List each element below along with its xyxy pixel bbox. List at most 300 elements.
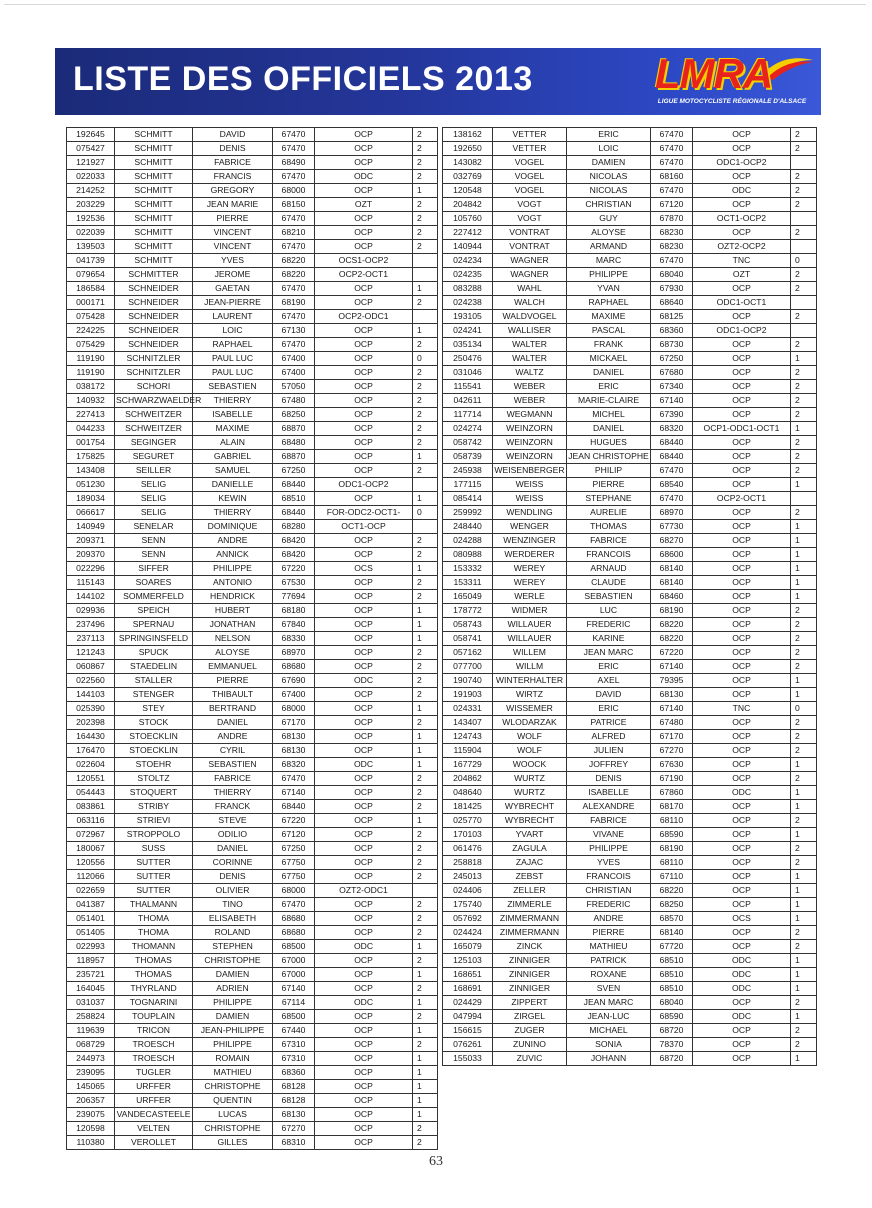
postcode-cell: 68320 xyxy=(651,422,693,436)
postcode-cell: 57050 xyxy=(273,380,315,394)
function-cell: OCP xyxy=(693,562,791,576)
function-cell: OCP xyxy=(315,604,413,618)
license-cell: 190740 xyxy=(443,674,493,688)
function-cell: OCP xyxy=(693,800,791,814)
function-cell: OCP xyxy=(693,576,791,590)
postcode-cell: 67470 xyxy=(273,170,315,184)
license-cell: 156615 xyxy=(443,1024,493,1038)
level-cell: 1 xyxy=(791,884,817,898)
table-row xyxy=(67,226,438,240)
function-cell: OCP xyxy=(315,716,413,730)
firstname-cell: STEVE xyxy=(193,814,273,828)
table-row xyxy=(443,660,817,674)
surname-cell: SIFFER xyxy=(115,562,193,576)
table-row xyxy=(67,590,438,604)
level-cell: 1 xyxy=(791,828,817,842)
function-cell: OCP xyxy=(693,534,791,548)
postcode-cell: 67170 xyxy=(651,730,693,744)
function-cell: OCP xyxy=(315,1122,413,1136)
license-cell: 192536 xyxy=(67,212,115,226)
surname-cell: WAHL xyxy=(493,282,567,296)
function-cell: OCP xyxy=(693,548,791,562)
license-cell: 176470 xyxy=(67,744,115,758)
level-cell: 2 xyxy=(413,926,438,940)
postcode-cell: 68720 xyxy=(651,1024,693,1038)
function-cell: ODC xyxy=(693,184,791,198)
firstname-cell: PATRICK xyxy=(567,954,651,968)
postcode-cell: 67440 xyxy=(273,1024,315,1038)
license-cell: 024288 xyxy=(443,534,493,548)
table-row xyxy=(67,618,438,632)
surname-cell: ZIRGEL xyxy=(493,1010,567,1024)
firstname-cell: ISABELLE xyxy=(567,786,651,800)
firstname-cell: FABRICE xyxy=(193,772,273,786)
postcode-cell: 67720 xyxy=(651,940,693,954)
table-row xyxy=(67,716,438,730)
level-cell: 2 xyxy=(791,1024,817,1038)
surname-cell: VOGT xyxy=(493,198,567,212)
surname-cell: ZINNIGER xyxy=(493,982,567,996)
level-cell: 2 xyxy=(413,716,438,730)
function-cell: OZT2-ODC1 xyxy=(315,884,413,898)
function-cell: OCP xyxy=(693,940,791,954)
function-cell: OCP xyxy=(315,744,413,758)
function-cell: OCP xyxy=(315,394,413,408)
license-cell: 024235 xyxy=(443,268,493,282)
function-cell: OCP xyxy=(693,590,791,604)
surname-cell: WAGNER xyxy=(493,254,567,268)
postcode-cell: 67400 xyxy=(273,352,315,366)
firstname-cell: DANIEL xyxy=(193,842,273,856)
postcode-cell: 68970 xyxy=(651,506,693,520)
surname-cell: SCHNITZLER xyxy=(115,366,193,380)
surname-cell: SEILLER xyxy=(115,464,193,478)
firstname-cell: PHILIPPE xyxy=(193,1038,273,1052)
surname-cell: WENZINGER xyxy=(493,534,567,548)
postcode-cell: 68310 xyxy=(273,1136,315,1150)
surname-cell: WOLF xyxy=(493,730,567,744)
postcode-cell: 67140 xyxy=(651,660,693,674)
table-row xyxy=(67,1024,438,1038)
postcode-cell: 68460 xyxy=(651,590,693,604)
table-row xyxy=(443,646,817,660)
firstname-cell: VIVANE xyxy=(567,828,651,842)
table-row xyxy=(443,562,817,576)
firstname-cell: LUC xyxy=(567,604,651,618)
firstname-cell: DOMINIQUE xyxy=(193,520,273,534)
license-cell: 022033 xyxy=(67,170,115,184)
function-cell: OCP xyxy=(315,730,413,744)
license-cell: 119190 xyxy=(67,352,115,366)
license-cell: 181425 xyxy=(443,800,493,814)
postcode-cell: 67470 xyxy=(651,254,693,268)
function-cell: OCP xyxy=(693,198,791,212)
level-cell: 2 xyxy=(413,380,438,394)
postcode-cell: 68140 xyxy=(651,576,693,590)
surname-cell: SCHNEIDER xyxy=(115,324,193,338)
function-cell: OCP xyxy=(315,982,413,996)
table-row xyxy=(67,968,438,982)
postcode-cell: 68540 xyxy=(651,478,693,492)
table-row xyxy=(67,660,438,674)
license-cell: 115143 xyxy=(67,576,115,590)
level-cell: 1 xyxy=(413,632,438,646)
table-row xyxy=(443,1052,817,1066)
license-cell: 051401 xyxy=(67,912,115,926)
surname-cell: SEGINGER xyxy=(115,436,193,450)
surname-cell: WYBRECHT xyxy=(493,814,567,828)
level-cell: 2 xyxy=(413,912,438,926)
surname-cell: WEISS xyxy=(493,478,567,492)
surname-cell: SCHWEITZER xyxy=(115,422,193,436)
license-cell: 051230 xyxy=(67,478,115,492)
table-row xyxy=(67,646,438,660)
firstname-cell: MICHEL xyxy=(567,408,651,422)
license-cell: 066617 xyxy=(67,506,115,520)
postcode-cell: 68270 xyxy=(651,534,693,548)
postcode-cell: 67840 xyxy=(273,618,315,632)
table-row xyxy=(443,492,817,506)
license-cell: 239095 xyxy=(67,1066,115,1080)
postcode-cell: 68230 xyxy=(651,226,693,240)
postcode-cell: 68500 xyxy=(273,1010,315,1024)
surname-cell: SUTTER xyxy=(115,870,193,884)
postcode-cell: 68640 xyxy=(651,296,693,310)
firstname-cell: MICKAEL xyxy=(567,352,651,366)
firstname-cell: FRANK xyxy=(567,338,651,352)
level-cell: 2 xyxy=(791,366,817,380)
level-cell: 1 xyxy=(413,814,438,828)
surname-cell: WEINZORN xyxy=(493,450,567,464)
level-cell: 1 xyxy=(413,996,438,1010)
surname-cell: WALDVOGEL xyxy=(493,310,567,324)
firstname-cell: GREGORY xyxy=(193,184,273,198)
license-cell: 075427 xyxy=(67,142,115,156)
table-row xyxy=(67,576,438,590)
license-cell: 060867 xyxy=(67,660,115,674)
function-cell: ODC xyxy=(693,968,791,982)
function-cell: OCP xyxy=(315,352,413,366)
function-cell: OCP xyxy=(315,548,413,562)
surname-cell: WEBER xyxy=(493,380,567,394)
postcode-cell: 68440 xyxy=(273,800,315,814)
level-cell: 1 xyxy=(413,492,438,506)
postcode-cell: 78370 xyxy=(651,1038,693,1052)
table-row xyxy=(443,912,817,926)
postcode-cell: 67140 xyxy=(273,786,315,800)
level-cell: 2 xyxy=(413,128,438,142)
officials-table-right xyxy=(442,127,817,1066)
level-cell: 1 xyxy=(791,422,817,436)
surname-cell: SUSS xyxy=(115,842,193,856)
table-row xyxy=(67,800,438,814)
surname-cell: STALLER xyxy=(115,674,193,688)
table-row xyxy=(443,324,817,338)
surname-cell: URFFER xyxy=(115,1094,193,1108)
level-cell xyxy=(413,310,438,324)
firstname-cell: BERTRAND xyxy=(193,702,273,716)
license-cell: 031037 xyxy=(67,996,115,1010)
firstname-cell: RAPHAEL xyxy=(193,338,273,352)
surname-cell: SPERNAU xyxy=(115,618,193,632)
level-cell: 2 xyxy=(413,198,438,212)
license-cell: 245938 xyxy=(443,464,493,478)
license-cell: 041387 xyxy=(67,898,115,912)
table-row xyxy=(67,828,438,842)
table-row xyxy=(67,688,438,702)
postcode-cell: 68160 xyxy=(651,170,693,184)
postcode-cell: 68040 xyxy=(651,268,693,282)
function-cell: OCP xyxy=(315,870,413,884)
firstname-cell: SAMUEL xyxy=(193,464,273,478)
level-cell: 0 xyxy=(413,352,438,366)
function-cell: OCP xyxy=(315,898,413,912)
surname-cell: SCHWEITZER xyxy=(115,408,193,422)
level-cell: 2 xyxy=(413,296,438,310)
license-cell: 144102 xyxy=(67,590,115,604)
license-cell: 024429 xyxy=(443,996,493,1010)
level-cell: 2 xyxy=(413,422,438,436)
function-cell: OCP xyxy=(693,996,791,1010)
level-cell: 2 xyxy=(791,226,817,240)
function-cell: OCP xyxy=(693,1038,791,1052)
table-row xyxy=(443,254,817,268)
postcode-cell: 67470 xyxy=(273,338,315,352)
postcode-cell: 68590 xyxy=(651,1010,693,1024)
table-row xyxy=(67,1094,438,1108)
firstname-cell: PIERRE xyxy=(567,926,651,940)
license-cell: 192645 xyxy=(67,128,115,142)
function-cell: OCP xyxy=(315,142,413,156)
level-cell: 1 xyxy=(413,618,438,632)
postcode-cell: 68440 xyxy=(651,436,693,450)
function-cell: OCP xyxy=(693,632,791,646)
postcode-cell: 68680 xyxy=(273,912,315,926)
function-cell: OCP xyxy=(693,366,791,380)
table-row xyxy=(443,548,817,562)
table-row xyxy=(67,506,438,520)
level-cell: 2 xyxy=(413,688,438,702)
firstname-cell: LUCAS xyxy=(193,1108,273,1122)
postcode-cell: 68140 xyxy=(651,562,693,576)
table-row xyxy=(67,282,438,296)
firstname-cell: ANNICK xyxy=(193,548,273,562)
postcode-cell: 67220 xyxy=(273,814,315,828)
firstname-cell: CORINNE xyxy=(193,856,273,870)
surname-cell: WALCH xyxy=(493,296,567,310)
table-row xyxy=(443,506,817,520)
license-cell: 227413 xyxy=(67,408,115,422)
table-row xyxy=(67,842,438,856)
license-cell: 202398 xyxy=(67,716,115,730)
surname-cell: WALTER xyxy=(493,352,567,366)
firstname-cell: TINO xyxy=(193,898,273,912)
function-cell: OCP xyxy=(693,814,791,828)
license-cell: 110380 xyxy=(67,1136,115,1150)
license-cell: 057162 xyxy=(443,646,493,660)
license-cell: 144103 xyxy=(67,688,115,702)
license-cell: 189034 xyxy=(67,492,115,506)
surname-cell: WALTZ xyxy=(493,366,567,380)
surname-cell: SOMMERFELD xyxy=(115,590,193,604)
surname-cell: THOMA xyxy=(115,912,193,926)
level-cell: 2 xyxy=(413,590,438,604)
postcode-cell: 67400 xyxy=(273,688,315,702)
firstname-cell: ALFRED xyxy=(567,730,651,744)
level-cell: 2 xyxy=(413,646,438,660)
postcode-cell: 67250 xyxy=(651,352,693,366)
function-cell: ODC1-OCP2 xyxy=(315,478,413,492)
table-row xyxy=(67,730,438,744)
license-cell: 170103 xyxy=(443,828,493,842)
level-cell: 2 xyxy=(413,366,438,380)
firstname-cell: CHRISTOPHE xyxy=(193,954,273,968)
level-cell: 2 xyxy=(791,940,817,954)
license-cell: 022659 xyxy=(67,884,115,898)
postcode-cell: 68440 xyxy=(273,478,315,492)
postcode-cell: 67250 xyxy=(273,464,315,478)
table-row xyxy=(67,142,438,156)
surname-cell: WIDMER xyxy=(493,604,567,618)
level-cell xyxy=(413,520,438,534)
function-cell: OCP xyxy=(693,1052,791,1066)
level-cell: 2 xyxy=(413,1038,438,1052)
surname-cell: WALTER xyxy=(493,338,567,352)
table-row xyxy=(67,436,438,450)
surname-cell: WEINZORN xyxy=(493,422,567,436)
postcode-cell: 67630 xyxy=(651,758,693,772)
firstname-cell: PATRICE xyxy=(567,716,651,730)
function-cell: ODC1-OCT1 xyxy=(693,296,791,310)
function-cell: OCP xyxy=(693,730,791,744)
function-cell: ODC1-OCP2 xyxy=(693,324,791,338)
function-cell: ODC xyxy=(315,996,413,1010)
level-cell: 2 xyxy=(791,842,817,856)
level-cell: 1 xyxy=(791,800,817,814)
level-cell: 1 xyxy=(791,520,817,534)
level-cell: 0 xyxy=(791,702,817,716)
level-cell: 1 xyxy=(791,1010,817,1024)
surname-cell: THOMAS xyxy=(115,968,193,982)
postcode-cell: 67470 xyxy=(273,240,315,254)
postcode-cell: 68330 xyxy=(273,632,315,646)
function-cell: OCP2-ODC1 xyxy=(315,310,413,324)
license-cell: 022560 xyxy=(67,674,115,688)
level-cell: 2 xyxy=(791,744,817,758)
firstname-cell: NELSON xyxy=(193,632,273,646)
firstname-cell: MATHIEU xyxy=(567,940,651,954)
surname-cell: VONTRAT xyxy=(493,226,567,240)
surname-cell: TOGNARINI xyxy=(115,996,193,1010)
function-cell: OCP xyxy=(693,604,791,618)
surname-cell: STRIBY xyxy=(115,800,193,814)
table-row xyxy=(443,282,817,296)
surname-cell: SCHMITT xyxy=(115,198,193,212)
postcode-cell: 67470 xyxy=(651,156,693,170)
level-cell: 2 xyxy=(413,898,438,912)
table-row xyxy=(443,590,817,604)
function-cell: OCP xyxy=(315,646,413,660)
table-row xyxy=(443,870,817,884)
level-cell: 0 xyxy=(791,254,817,268)
function-cell: OCP xyxy=(693,744,791,758)
table-row xyxy=(67,492,438,506)
firstname-cell: SEBASTIEN xyxy=(193,380,273,394)
function-cell: OCP xyxy=(315,688,413,702)
postcode-cell: 68870 xyxy=(273,422,315,436)
postcode-cell: 67140 xyxy=(651,702,693,716)
level-cell: 1 xyxy=(413,324,438,338)
table-row xyxy=(443,758,817,772)
firstname-cell: PIERRE xyxy=(193,674,273,688)
surname-cell: WAGNER xyxy=(493,268,567,282)
postcode-cell: 68440 xyxy=(273,506,315,520)
table-row xyxy=(443,604,817,618)
postcode-cell: 67470 xyxy=(651,128,693,142)
postcode-cell: 67470 xyxy=(273,282,315,296)
level-cell: 2 xyxy=(413,142,438,156)
postcode-cell: 68420 xyxy=(273,534,315,548)
level-cell: 1 xyxy=(413,1094,438,1108)
firstname-cell: THIBAULT xyxy=(193,688,273,702)
level-cell xyxy=(413,254,438,268)
license-cell: 022993 xyxy=(67,940,115,954)
level-cell: 2 xyxy=(791,618,817,632)
surname-cell: STOCK xyxy=(115,716,193,730)
postcode-cell: 67470 xyxy=(273,212,315,226)
license-cell: 140949 xyxy=(67,520,115,534)
license-cell: 024406 xyxy=(443,884,493,898)
firstname-cell: PHILIPPE xyxy=(193,996,273,1010)
firstname-cell: ALEXANDRE xyxy=(567,800,651,814)
surname-cell: SEGURET xyxy=(115,450,193,464)
function-cell: OCP xyxy=(315,1038,413,1052)
firstname-cell: LOIC xyxy=(567,142,651,156)
firstname-cell: DENIS xyxy=(193,870,273,884)
license-cell: 024331 xyxy=(443,702,493,716)
surname-cell: WOLF xyxy=(493,744,567,758)
firstname-cell: DAVID xyxy=(567,688,651,702)
table-row xyxy=(67,1066,438,1080)
surname-cell: ZINCK xyxy=(493,940,567,954)
level-cell: 1 xyxy=(413,1108,438,1122)
level-cell: 1 xyxy=(791,758,817,772)
surname-cell: WERDERER xyxy=(493,548,567,562)
postcode-cell: 68180 xyxy=(273,604,315,618)
surname-cell: SELIG xyxy=(115,506,193,520)
table-row xyxy=(67,240,438,254)
function-cell: OCP xyxy=(693,618,791,632)
license-cell: 058743 xyxy=(443,618,493,632)
firstname-cell: VINCENT xyxy=(193,226,273,240)
table-row xyxy=(67,212,438,226)
postcode-cell: 68360 xyxy=(651,324,693,338)
level-cell: 2 xyxy=(791,198,817,212)
level-cell: 2 xyxy=(791,380,817,394)
postcode-cell: 68730 xyxy=(651,338,693,352)
function-cell: OCP xyxy=(315,814,413,828)
firstname-cell: PAUL LUC xyxy=(193,352,273,366)
surname-cell: WILLAUER xyxy=(493,632,567,646)
level-cell: 2 xyxy=(791,128,817,142)
firstname-cell: DANIEL xyxy=(567,422,651,436)
license-cell: 180067 xyxy=(67,842,115,856)
postcode-cell: 67470 xyxy=(273,128,315,142)
level-cell: 1 xyxy=(791,548,817,562)
function-cell: OCP xyxy=(693,128,791,142)
surname-cell: SENELAR xyxy=(115,520,193,534)
level-cell: 2 xyxy=(791,604,817,618)
